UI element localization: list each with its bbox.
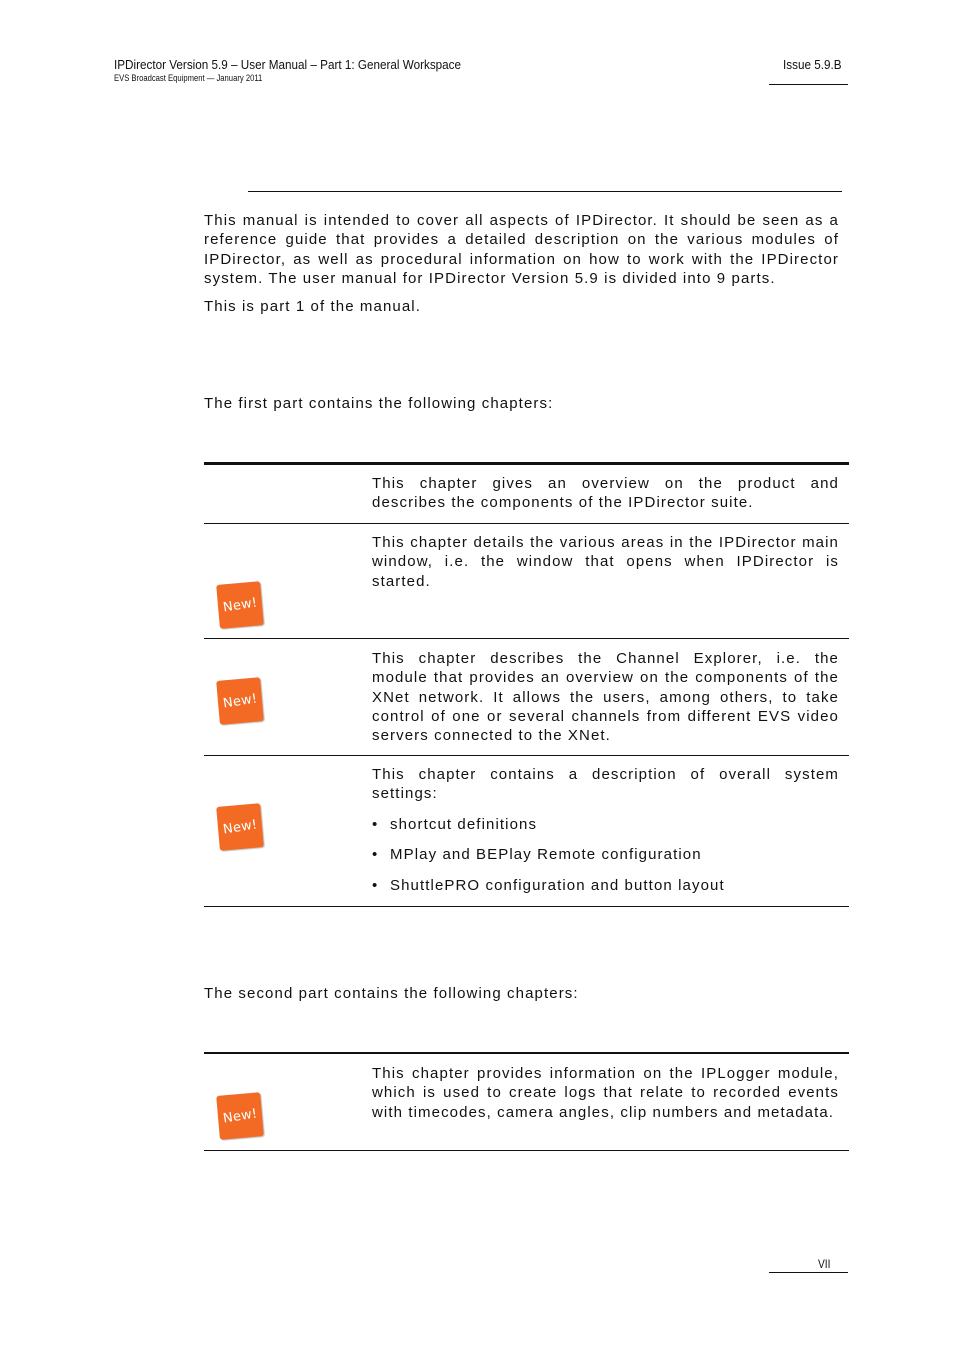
document-subtitle: EVS Broadcast Equipment — January 2011 bbox=[114, 73, 263, 83]
part1-heading: The first part contains the following chapters: bbox=[204, 395, 554, 412]
new-badge-icon: New! bbox=[216, 677, 264, 725]
bullet-item: • shortcut definitions bbox=[372, 816, 538, 833]
footer-rule bbox=[769, 1272, 848, 1273]
bullet-item: • MPlay and BEPlay Remote configuration bbox=[372, 846, 702, 863]
table-row-divider bbox=[204, 523, 849, 524]
table-row-divider bbox=[204, 638, 849, 639]
table1-bottom-rule bbox=[204, 906, 849, 907]
table-row-3-text: This chapter describes the Channel Explorer, i.e. the module that provides an overview on the components of the XNet network. It allows the users, among others, to take control of one or several channels from different EVS video servers connected to the XNet. bbox=[372, 650, 839, 745]
table-row-divider bbox=[204, 755, 849, 756]
table2-bottom-rule bbox=[204, 1150, 849, 1151]
table-row-1-text: This chapter gives an overview on the product and describes the components of the IPDirector suite. bbox=[372, 475, 839, 512]
new-badge-icon: New! bbox=[216, 581, 264, 629]
bullet-item: • ShuttlePRO configuration and button layout bbox=[372, 877, 725, 894]
header-rule bbox=[769, 84, 848, 85]
part-line: This is part 1 of the manual. bbox=[204, 298, 421, 315]
table2-row-1-text: This chapter provides information on the IPLogger module, which is used to create logs that relate to recorded events with timecodes, camera angles, clip numbers and metadata. bbox=[372, 1065, 839, 1121]
section-rule bbox=[248, 191, 842, 192]
table-row-2-text: This chapter details the various areas in the IPDirector main window, i.e. the window that opens when IPDirector is started. bbox=[372, 534, 839, 590]
part2-heading: The second part contains the following chapters: bbox=[204, 985, 579, 1002]
table2-top-rule bbox=[204, 1052, 849, 1054]
document-title: IPDirector Version 5.9 – User Manual – Part 1: General Workspace bbox=[114, 57, 462, 72]
issue-label: Issue 5.9.B bbox=[783, 57, 842, 72]
page-number: VII bbox=[818, 1257, 831, 1271]
new-badge-icon: New! bbox=[216, 1092, 264, 1140]
new-badge-icon: New! bbox=[216, 803, 264, 851]
intro-paragraph: This manual is intended to cover all aspects of IPDirector. It should be seen as a reference guide that provides a detailed description on the various modules of IPDirector, as well as procedural information on how to work with the IPDirector system. The user manual for IPDirector Version 5.9 is divided into 9 parts. bbox=[204, 212, 839, 287]
table1-top-rule bbox=[204, 462, 849, 465]
table-row-4-text: This chapter contains a description of overall system settings: bbox=[372, 766, 839, 803]
